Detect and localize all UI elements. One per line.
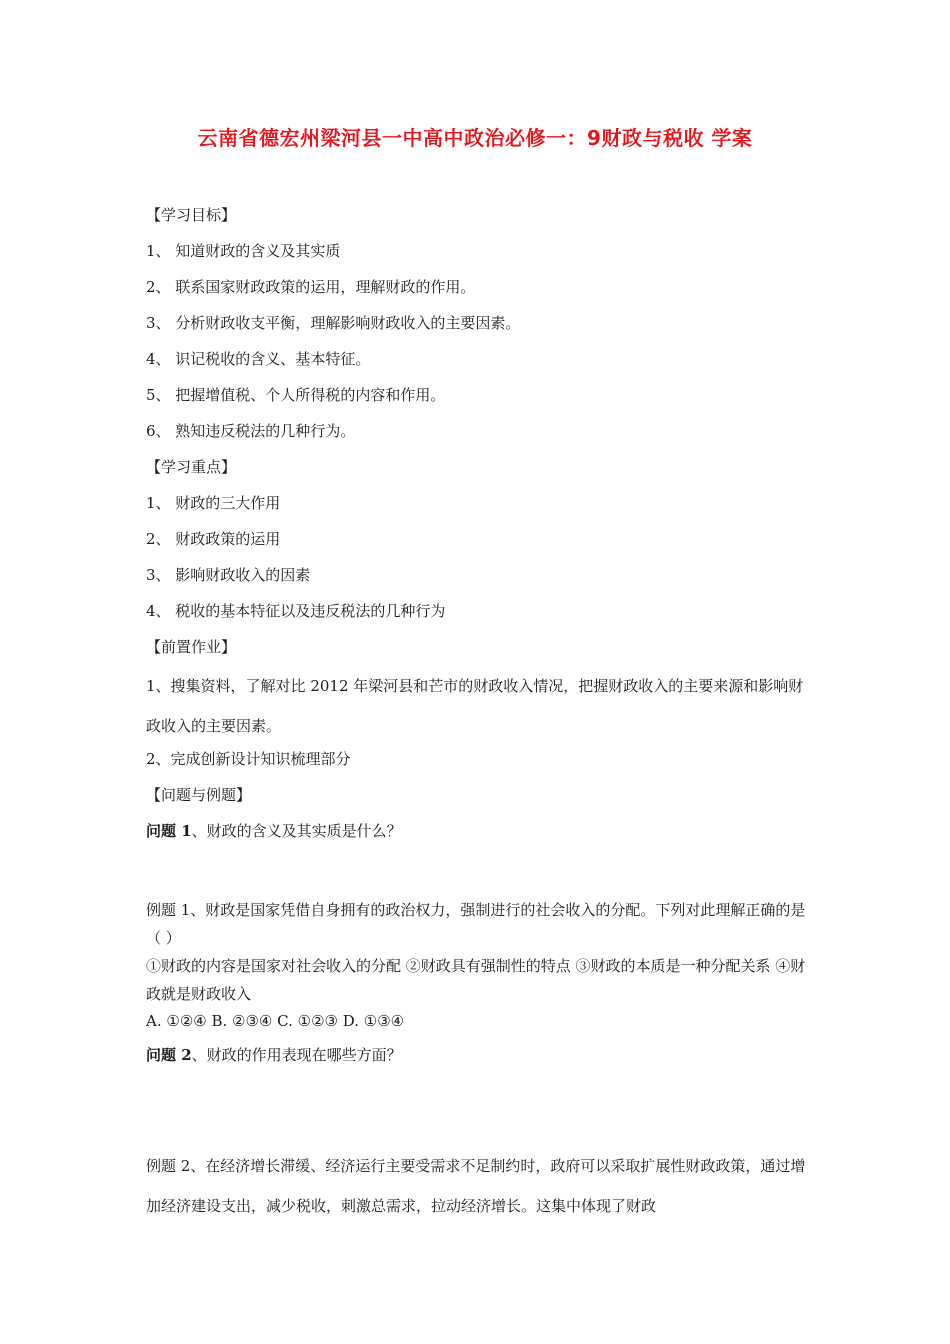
example-2-stem: 例题 2、在经济增长滞缓、经济运行主要受需求不足制约时，政府可以采取扩展性财政政策，通过增加经济建设支出，减少税收，刺激总需求，拉动经济增长。这集中体现了财政	[146, 1157, 806, 1215]
goal-item: 4、 识记税收的含义、基本特征。	[146, 350, 371, 368]
page-title: 云南省德宏州梁河县一中高中政治必修一：9财政与税收 学案	[197, 126, 753, 150]
focus-item: 1、 财政的三大作用	[146, 494, 281, 512]
goal-item: 1、 知道财政的含义及其实质	[146, 242, 341, 260]
example-1-stem: 例题 1、财政是国家凭借自身拥有的政治权力，强制进行的社会收入的分配。下列对此理解正确的是（ ）	[146, 901, 806, 947]
focus-header: 【学习重点】	[146, 458, 237, 476]
focus-item: 4、 税收的基本特征以及违反税法的几种行为	[146, 602, 446, 620]
question-text: 、财政的含义及其实质是什么？	[191, 822, 402, 840]
goal-item: 2、 联系国家财政政策的运用，理解财政的作用。	[146, 278, 476, 296]
prework-item: 1、搜集资料，了解对比 2012 年梁河县和芒市的财政收入情况，把握财政收入的主要来源和影响财政收入的主要因素。	[146, 677, 804, 735]
question-text: 、财政的作用表现在哪些方面？	[191, 1046, 402, 1064]
goal-item: 3、 分析财政收支平衡，理解影响财政收入的主要因素。	[146, 314, 521, 332]
question-2	[146, 1044, 402, 1065]
qa-header: 【问题与例题】	[146, 786, 252, 804]
goals-header: 【学习目标】	[146, 206, 237, 224]
question-label: 问题 2	[146, 1046, 192, 1064]
goal-item: 5、 把握增值税、个人所得税的内容和作用。	[146, 386, 446, 404]
focus-item: 2、 财政政策的运用	[146, 530, 281, 548]
question-label: 问题 1	[146, 822, 192, 840]
example-1-statements: ①财政的内容是国家对社会收入的分配 ②财政具有强制性的特点 ③财政的本质是一种分配关系 ④财政就是财政收入	[146, 957, 806, 1003]
goal-item: 6、 熟知违反税法的几种行为。	[146, 422, 356, 440]
prework-item: 2、完成创新设计知识梳理部分	[146, 750, 351, 768]
question-1	[146, 820, 402, 841]
focus-item: 3、 影响财政收入的因素	[146, 566, 311, 584]
prework-header: 【前置作业】	[146, 638, 237, 656]
example-1-options: A. ①②④ B. ②③④ C. ①②③ D. ①③④	[146, 1012, 405, 1030]
